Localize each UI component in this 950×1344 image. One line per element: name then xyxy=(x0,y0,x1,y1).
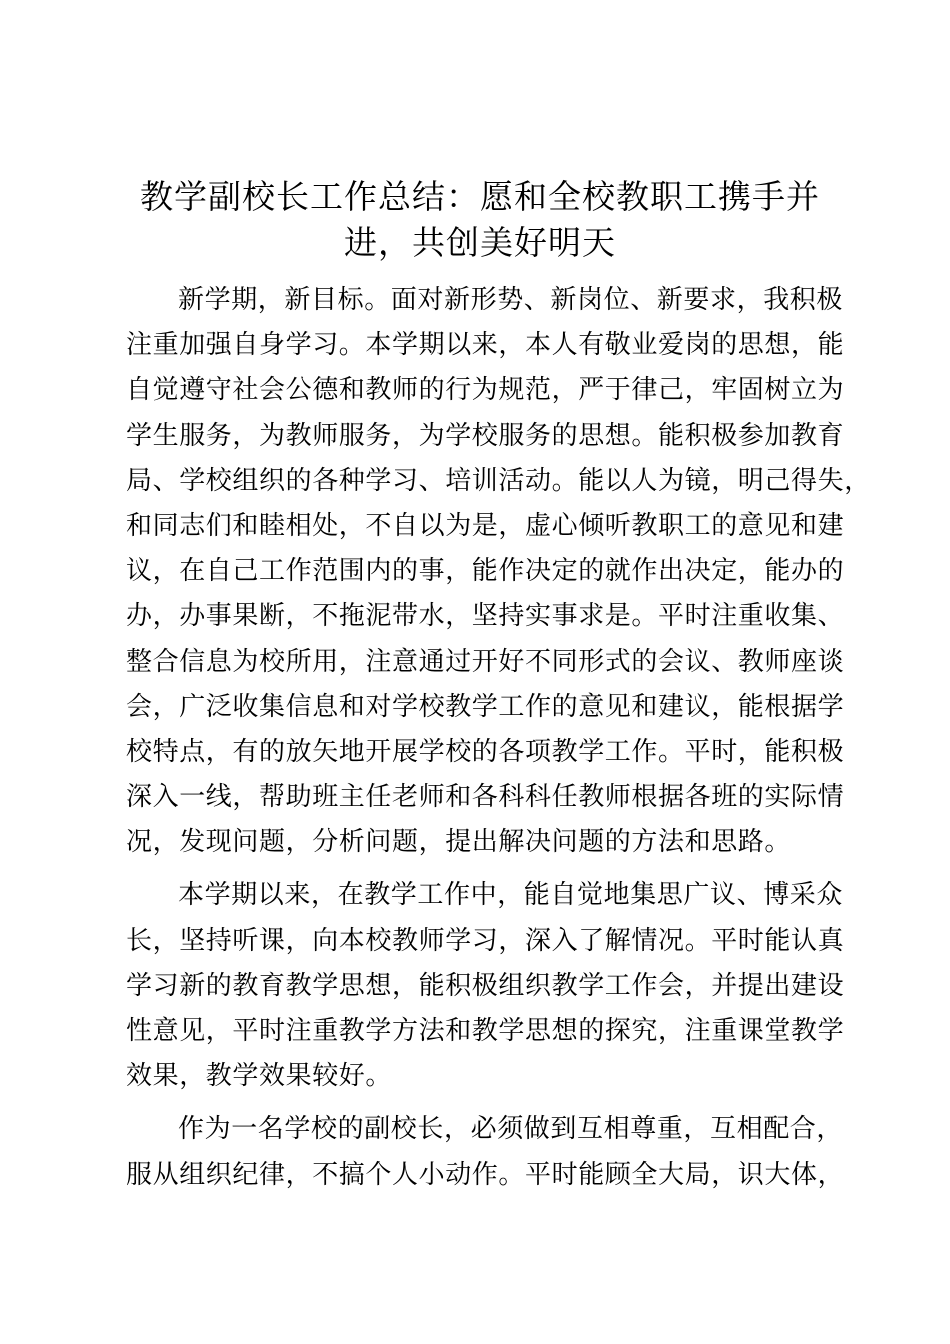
text-line: 作为一名学校的副校长，必须做到互相尊重，互相配合， xyxy=(178,1114,844,1145)
text-line: 学生服务，为教师服务，为学校服务的思想。能积极参加教育 xyxy=(126,420,845,451)
title-line: 进，共创美好明天 xyxy=(344,223,616,262)
document-title xyxy=(110,174,850,266)
paragraph-3 xyxy=(126,1107,845,1197)
text-line: 会，广泛收集信息和对学校教学工作的意见和建议，能根据学 xyxy=(126,691,845,722)
paragraph-gap xyxy=(126,1099,838,1107)
text-line: 深入一线，帮助班主任老师和各科科任教师根据各班的实际情 xyxy=(126,782,845,813)
text-line: 况，发现问题，分析问题，提出解决问题的方法和思路。 xyxy=(126,827,792,858)
text-line: 效果，教学效果较好。 xyxy=(126,1061,393,1092)
text-line: 服从组织纪律，不搞个人小动作。平时能顾全大局，识大体， xyxy=(126,1159,845,1190)
title-line: 教学副校长工作总结：愿和全校教职工携手并 xyxy=(140,177,820,216)
text-line: 和同志们和睦相处，不自以为是，虚心倾听教职工的意见和建 xyxy=(126,510,845,541)
paragraph-1 xyxy=(126,278,871,865)
text-line: 议，在自己工作范围内的事，能作决定的就作出决定，能办的 xyxy=(126,556,845,587)
text-line: 学习新的教育教学思想，能积极组织教学工作会，并提出建设 xyxy=(126,970,845,1001)
text-line: 注重加强自身学习。本学期以来，本人有敬业爱岗的思想，能 xyxy=(126,330,845,361)
text-line: 整合信息为校所用，注意通过开好不同形式的会议、教师座谈 xyxy=(126,646,845,677)
text-line: 新学期，新目标。面对新形势、新岗位、新要求，我积极 xyxy=(178,285,844,315)
text-line: 本学期以来，在教学工作中，能自觉地集思广议、博采众 xyxy=(178,880,844,911)
text-line: 自觉遵守社会公德和教师的行为规范，严于律己，牢固树立为 xyxy=(126,375,845,406)
text-line: 办，办事果断，不拖泥带水，坚持实事求是。平时注重收集、 xyxy=(126,601,845,632)
paragraph-2 xyxy=(126,873,845,1099)
text-line: 校特点，有的放矢地开展学校的各项教学工作。平时，能积极 xyxy=(126,736,845,767)
text-line: 局、学校组织的各种学习、培训活动。能以人为镜，明己得失， xyxy=(126,465,871,496)
paragraph-gap xyxy=(126,865,838,873)
document-body xyxy=(126,278,871,1198)
text-line: 长，坚持听课，向本校教师学习，深入了解情况。平时能认真 xyxy=(126,925,845,956)
text-line: 性意见，平时注重教学方法和教学思想的探究，注重课堂教学 xyxy=(126,1016,845,1046)
